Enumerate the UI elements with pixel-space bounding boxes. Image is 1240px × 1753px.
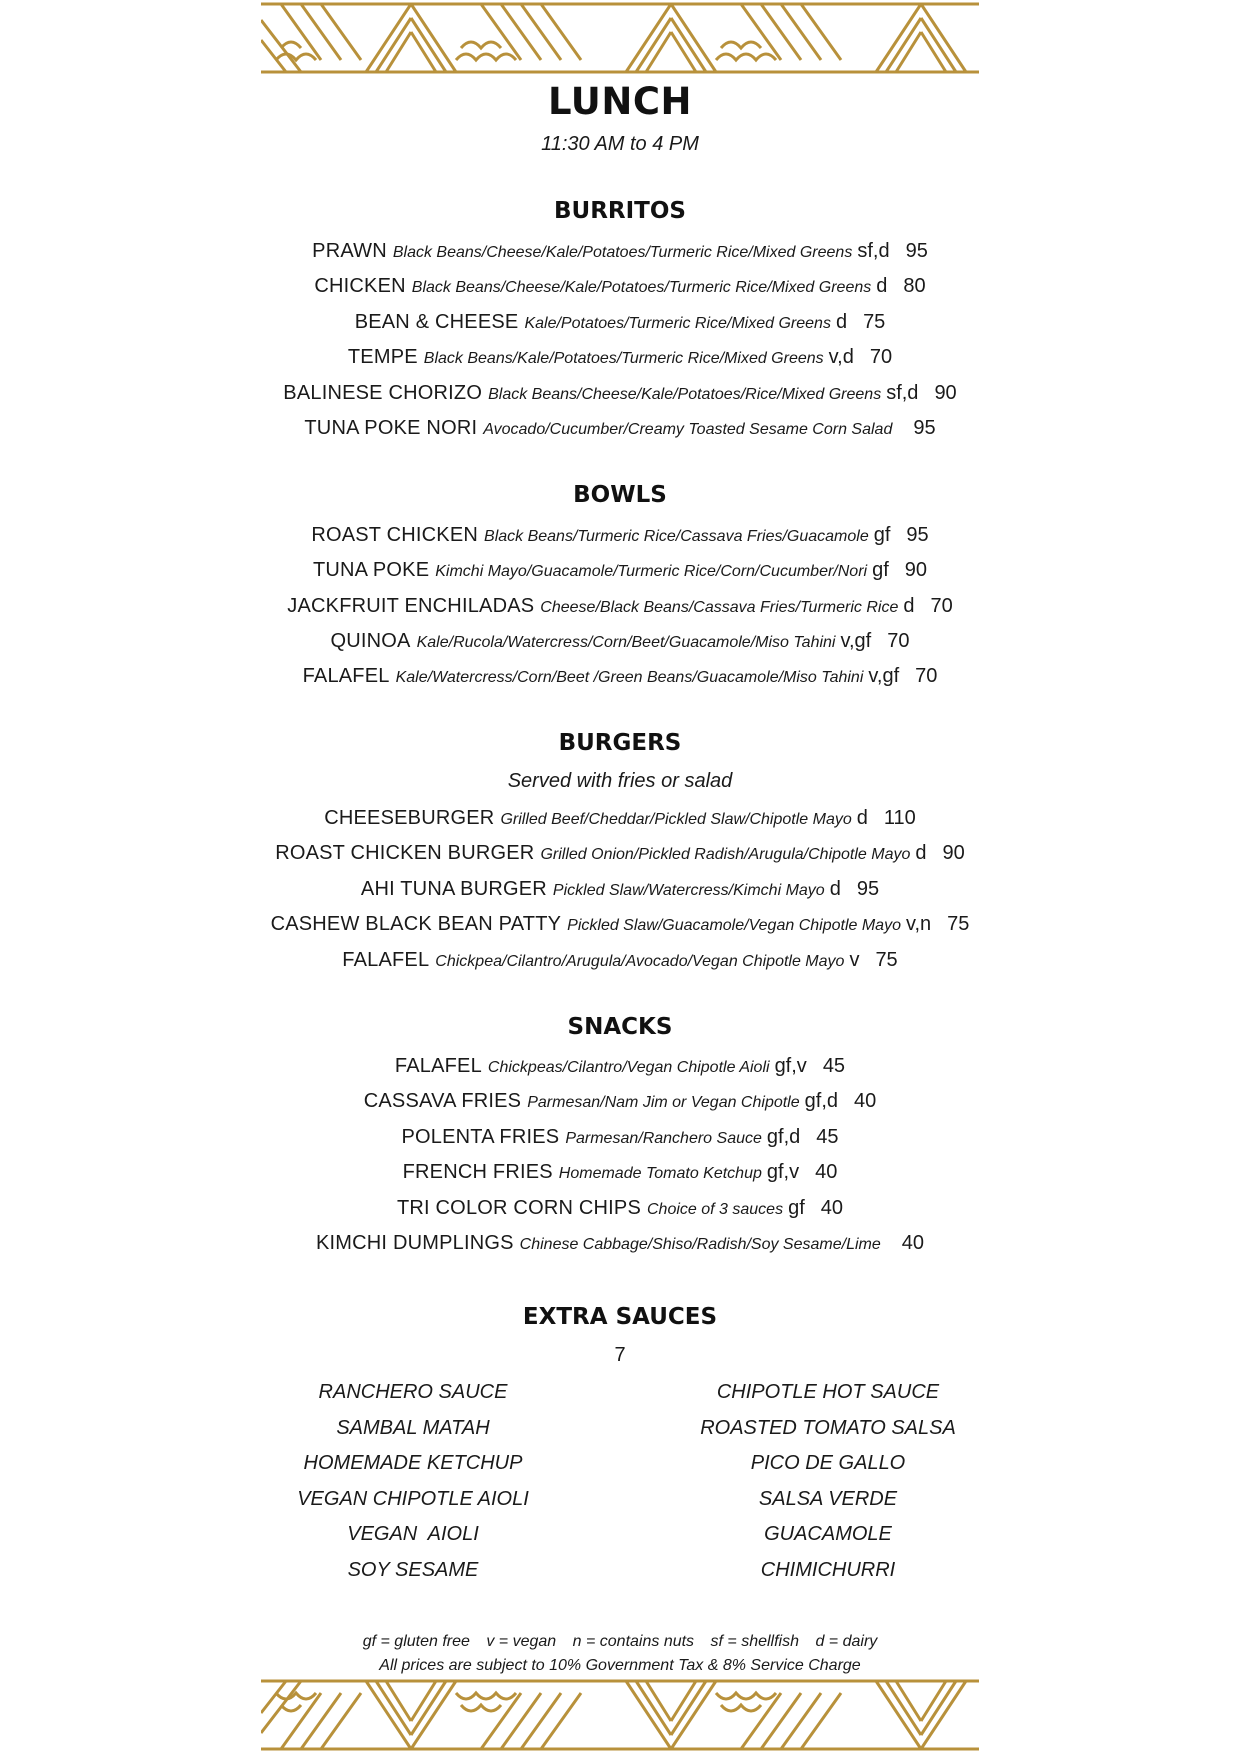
menu-item: AHI TUNA BURGER Pickled Slaw/Watercress/Kimchi Mayo d 95 (360, 878, 880, 900)
sauce-item: CHIMICHURRI (760, 1559, 896, 1581)
menu-item: FALAFEL Chickpea/Cilantro/Arugula/Avocado/Vegan Chipotle Mayo v 75 (342, 949, 898, 971)
menu-item: FALAFEL Chickpeas/Cilantro/Vegan Chipotle Aioli gf,v 45 (394, 1055, 846, 1077)
sauce-item: VEGAN CHIPOTLE AIOLI (297, 1488, 529, 1510)
menu-item: PRAWN Black Beans/Cheese/Kale/Potatoes/Turmeric Rice/Mixed Greens sf,d 95 (312, 240, 928, 262)
legend-d: d = dairy (815, 1633, 878, 1650)
page-title: LUNCH (548, 80, 692, 123)
legend-v: v = vegan (486, 1633, 557, 1650)
menu-item: ROAST CHICKEN Black Beans/Turmeric Rice/Cassava Fries/Guacamole gf 95 (311, 524, 929, 546)
menu-item: FRENCH FRIES Homemade Tomato Ketchup gf,v 40 (402, 1161, 838, 1183)
dietary-legend (0, 1633, 1240, 1651)
menu-item: CHEESEBURGER Grilled Beef/Cheddar/Pickled Slaw/Chipotle Mayo d 110 (324, 807, 916, 829)
legend-sf: sf = shellfish (710, 1633, 799, 1650)
sauce-item: RANCHERO SAUCE (318, 1381, 508, 1403)
menu-item: BALINESE CHORIZO Black Beans/Cheese/Kale/Potatoes/Rice/Mixed Greens sf,d 90 (283, 382, 957, 404)
section-title-extra-sauces: EXTRA SAUCES (522, 1304, 718, 1330)
decorative-border-bottom (261, 1679, 979, 1753)
menu-item: FALAFEL Kale/Watercress/Corn/Beet /Green Beans/Guacamole/Miso Tahini v,gf 70 (302, 665, 938, 687)
legend-gf: gf = gluten free (362, 1633, 470, 1650)
menu-item: ROAST CHICKEN BURGER Grilled Onion/Pickled Radish/Arugula/Chipotle Mayo d 90 (275, 842, 965, 864)
sauce-item: CHIPOTLE HOT SAUCE (716, 1381, 940, 1403)
decorative-border-top (261, 0, 979, 74)
sauce-item: VEGAN AIOLI (347, 1523, 479, 1545)
sauce-item: SOY SESAME (347, 1559, 479, 1581)
menu-item: TUNA POKE NORI Avocado/Cucumber/Creamy Toasted Sesame Corn Salad 95 (304, 417, 936, 439)
menu-item: QUINOA Kale/Rucola/Watercress/Corn/Beet/Guacamole/Miso Tahini v,gf 70 (330, 630, 910, 652)
tax-note: All prices are subject to 10% Government Tax & 8% Service Charge (379, 1657, 861, 1674)
legend-n: n = contains nuts (572, 1633, 695, 1650)
section-title-bowls: BOWLS (573, 482, 667, 508)
sauce-item: SAMBAL MATAH (336, 1417, 490, 1439)
menu-item: POLENTA FRIES Parmesan/Ranchero Sauce gf,d 45 (401, 1126, 839, 1148)
section-title-snacks: SNACKS (567, 1014, 673, 1040)
sauce-item: SALSA VERDE (758, 1488, 898, 1510)
sauce-item: GUACAMOLE (764, 1523, 892, 1545)
section-title-burgers: BURGERS (558, 730, 682, 756)
menu-item: JACKFRUIT ENCHILADAS Cheese/Black Beans/Cassava Fries/Turmeric Rice d 70 (287, 595, 953, 617)
menu-item: BEAN & CHEESE Kale/Potatoes/Turmeric Rice/Mixed Greens d 75 (354, 311, 886, 333)
section-subtitle-burgers: Served with fries or salad (507, 770, 733, 792)
menu-item: TEMPE Black Beans/Kale/Potatoes/Turmeric Rice/Mixed Greens v,d 70 (347, 346, 893, 368)
menu-item: CASSAVA FRIES Parmesan/Nam Jim or Vegan Chipotle gf,d 40 (363, 1090, 877, 1112)
menu-item: TRI COLOR CORN CHIPS Choice of 3 sauces gf 40 (396, 1197, 844, 1219)
menu-item: TUNA POKE Kimchi Mayo/Guacamole/Turmeric Rice/Corn/Cucumber/Nori gf 90 (312, 559, 928, 581)
menu-item: CASHEW BLACK BEAN PATTY Pickled Slaw/Guacamole/Vegan Chipotle Mayo v,n 75 (270, 913, 970, 935)
section-title-burritos: BURRITOS (554, 198, 686, 224)
menu-item: CHICKEN Black Beans/Cheese/Kale/Potatoes/Turmeric Rice/Mixed Greens d 80 (314, 275, 926, 297)
sauce-item: ROASTED TOMATO SALSA (700, 1417, 956, 1439)
menu-item: KIMCHI DUMPLINGS Chinese Cabbage/Shiso/Radish/Soy Sesame/Lime 40 (315, 1232, 924, 1254)
sauce-item: PICO DE GALLO (750, 1452, 906, 1474)
extra-sauces-price: 7 (614, 1344, 626, 1366)
sauce-item: HOMEMADE KETCHUP (303, 1452, 523, 1474)
service-hours: 11:30 AM to 4 PM (541, 133, 699, 155)
